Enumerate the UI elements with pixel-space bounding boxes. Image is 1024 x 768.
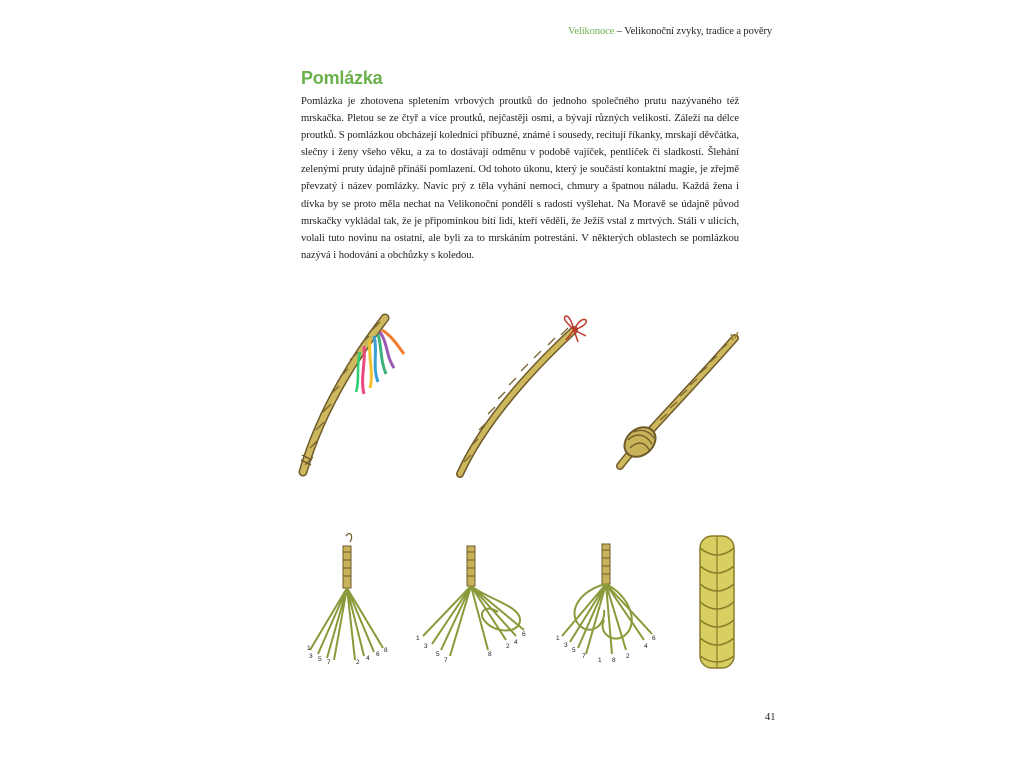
- strand-number: 3: [309, 653, 313, 660]
- strand-number: 8: [488, 651, 492, 658]
- strand-number: 6: [652, 635, 656, 642]
- strand-number: 5: [572, 647, 576, 654]
- running-head-subtitle: Velikonoční zvyky, tradice a pověry: [624, 26, 772, 37]
- strand-number: 8: [384, 647, 388, 654]
- braiding-step-1: [307, 534, 388, 666]
- strand-number: 7: [444, 657, 448, 664]
- braiding-step-3: [556, 544, 656, 664]
- strand-number: 7: [582, 653, 586, 660]
- pomlazka-with-ribbons: [301, 318, 404, 472]
- pomlazka-with-red-bow: [460, 316, 586, 474]
- page-number: 41: [765, 712, 776, 723]
- finished-braid: [700, 536, 734, 668]
- braiding-step-2: [416, 546, 526, 664]
- strand-number: 7: [327, 659, 331, 666]
- strand-number: 5: [436, 651, 440, 658]
- running-head-section: Velikonoce: [568, 26, 615, 37]
- strand-number: 4: [514, 639, 518, 646]
- strand-number: 3: [564, 642, 568, 649]
- strand-number: 1: [416, 635, 420, 642]
- article-title: Pomlázka: [301, 68, 383, 88]
- strand-number: 1: [598, 657, 602, 664]
- strand-number: 2: [356, 659, 360, 666]
- strand-number: 6: [376, 651, 380, 658]
- article-body: Pomlázka je zhotovena spletením vrbových proutků do jednoho společného prutu nazývaného též mrskačka. Pletou se ze čtyř a více proutků, nejčastěji osmi, a bývají různých velikostí. Záleží na délce proutků. S pomlázkou obcházejí koledníci příbuzné, známé i sousedy, recitují říkanky, mrskají děvčátka, slečny i ženy všeho věku, a za to dostávají odměnu v podobě vajíček, pentliček či sladkostí. Šlehání zelenými pruty údajně přináší pomlazení. Od tohoto úkonu, který je součástí kontaktní magie, je zřejmě převzatý i název pomlázky. Navíc prý z těla vyhání nemoci, chmury a špatnou náladu. Každá žena i dívka by se proto měla nechat na Velikonoční pondělí s radostí vyšlehat. Na Moravě se údajně původ mrskačky vykládal tak, že je připomínkou bití lidí, kteří věděli, že Ježíš vstal z mrtvých. Stáli v ulicích, volali tuto novinu na ostatní, ale byli za to mrskáním potrestáni. V některých oblastech se pomlázkou nazývá i hodování a obchůzky s koledou.: [301, 96, 739, 261]
- strand-number: 3: [424, 643, 428, 650]
- running-head-separator: –: [614, 26, 625, 37]
- strand-number: 1: [556, 635, 560, 642]
- strand-number: 1: [307, 645, 311, 652]
- strand-number: 2: [626, 653, 630, 660]
- strand-number: 8: [612, 657, 616, 664]
- pomlazka-with-knotted-handle: [619, 332, 738, 466]
- strand-number: 6: [522, 631, 526, 638]
- strand-number: 2: [506, 643, 510, 650]
- strand-number: 4: [644, 643, 648, 650]
- strand-number: 4: [366, 655, 370, 662]
- strand-number: 5: [318, 656, 322, 663]
